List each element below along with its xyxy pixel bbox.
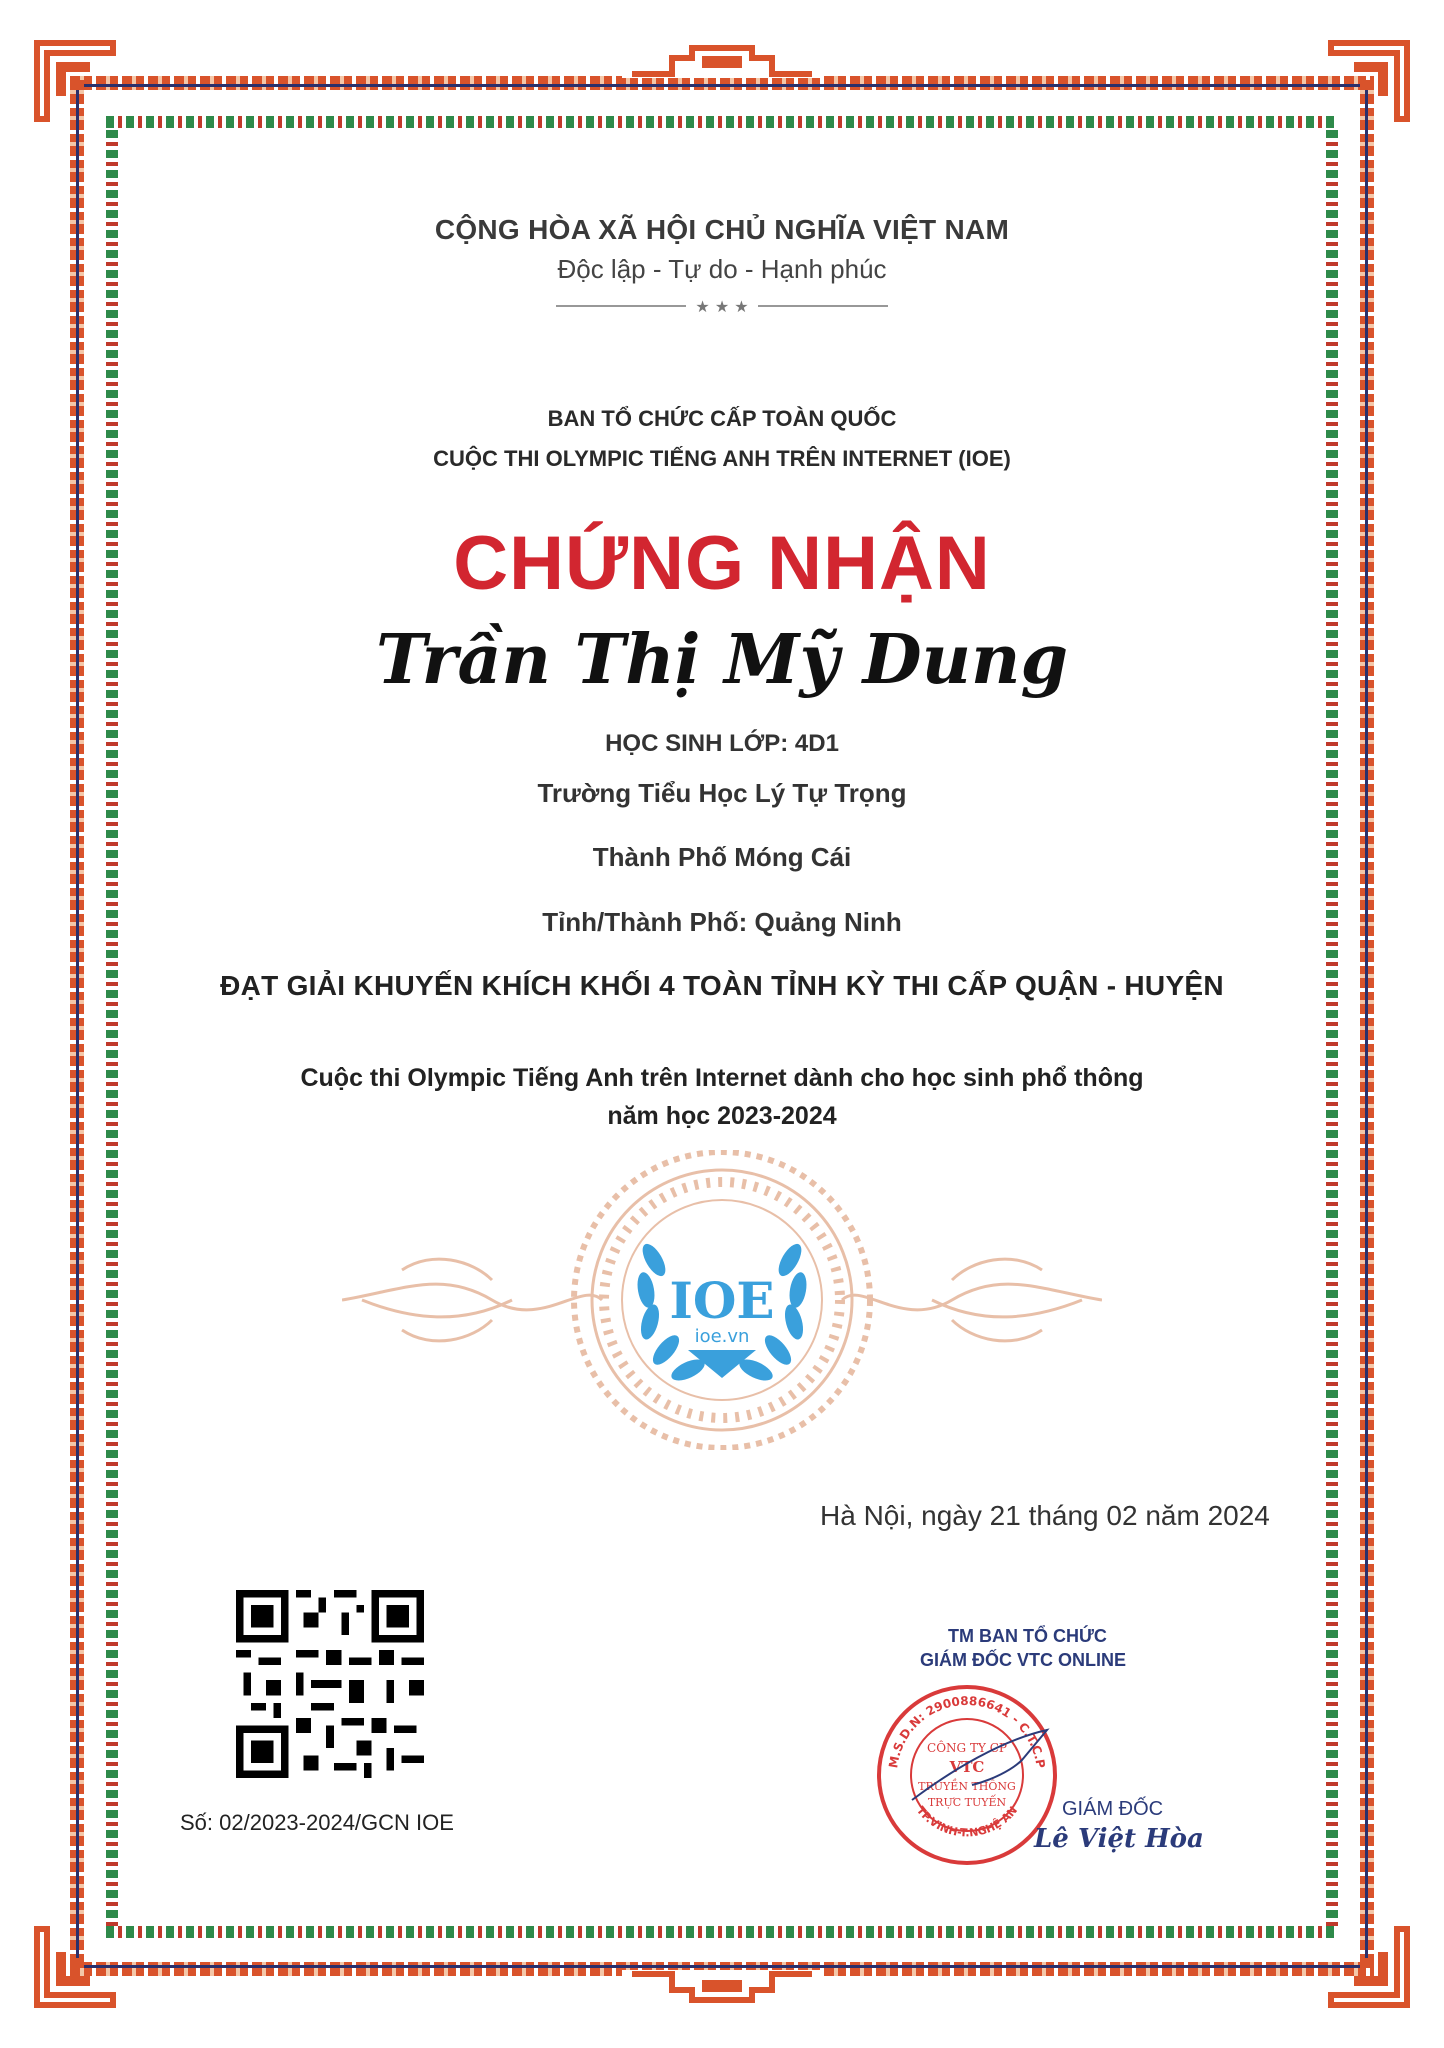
signature-org-line: TM BAN TỔ CHỨC [948,1626,1107,1646]
stamp-bottom-text: TP.VINH-T.NGHỆ AN [913,1803,1021,1840]
certificate-number: Số: 02/2023-2024/GCN IOE [180,1810,454,1835]
svg-text:IOE: IOE [669,1271,775,1330]
organizer-line-2: CUỘC THI OLYMPIC TIẾNG ANH TRÊN INTERNET (IOE) [433,446,1011,471]
corner-ornament-icon [30,1922,120,2012]
issue-date: Hà Nội, ngày 21 tháng 02 năm 2024 [820,1500,1270,1531]
organizer-line-1: BAN TỔ CHỨC CẤP TOÀN QUỐC [547,406,897,431]
class-line: HỌC SINH LỚP: 4D1 [605,730,839,757]
stamp-ring-text: M.S.D.N: 2900886641 - C.T.C.P [886,1693,1048,1770]
stamp-line-2: VTC [949,1758,985,1776]
qr-code-icon[interactable] [236,1590,424,1778]
signature-title: GIÁM ĐỐC [1062,1798,1164,1820]
star-divider-icon [556,296,888,316]
top-center-ornament-icon [622,44,822,78]
contest-description-line-1: Cuộc thi Olympic Tiếng Anh trên Internet dành cho học sinh phổ thông [300,1064,1144,1092]
signature-director-line: GIÁM ĐỐC VTC ONLINE [920,1650,1126,1670]
award-line: ĐẠT GIẢI KHUYẾN KHÍCH KHỐI 4 TOÀN TỈNH KỲ THI CẤP QUẬN - HUYỆN [220,970,1224,1001]
contest-description-line-2: năm học 2023-2024 [607,1102,837,1130]
corner-ornament-icon [30,36,120,126]
svg-text:ioe.vn: ioe.vn [694,1326,750,1347]
signatory-name: Lê Việt Hòa [1034,1824,1204,1854]
stamp-line-4: TRỰC TUYẾN [927,1796,1007,1809]
nation-heading: CỘNG HÒA XÃ HỘI CHỦ NGHĨA VIỆT NAM [434,214,1010,245]
province-line: Tỉnh/Thành Phố: Quảng Ninh [542,907,902,937]
svg-text:★ ★ ★: ★ ★ ★ [695,297,749,316]
bottom-center-ornament-icon [622,1970,822,2004]
certificate-title: CHỨNG NHẬN [453,521,991,606]
corner-ornament-icon [1324,36,1414,126]
ioe-emblem-icon [342,1150,1102,1450]
svg-text:TP.VINH-T.NGHỆ AN [914,1804,1020,1840]
corner-ornament-icon [1324,1922,1414,2012]
motto-text: Độc lập - Tự do - Hạnh phúc [557,254,887,284]
recipient-name: Trần Thị Mỹ Dung [375,620,1069,700]
stamp-line-1: CÔNG TY CP [927,1741,1007,1755]
school-name: Trường Tiểu Học Lý Tự Trọng [537,778,907,808]
city-name: Thành Phố Móng Cái [592,842,852,872]
stamp-line-3: TRUYỀN THÔNG [918,1780,1016,1793]
